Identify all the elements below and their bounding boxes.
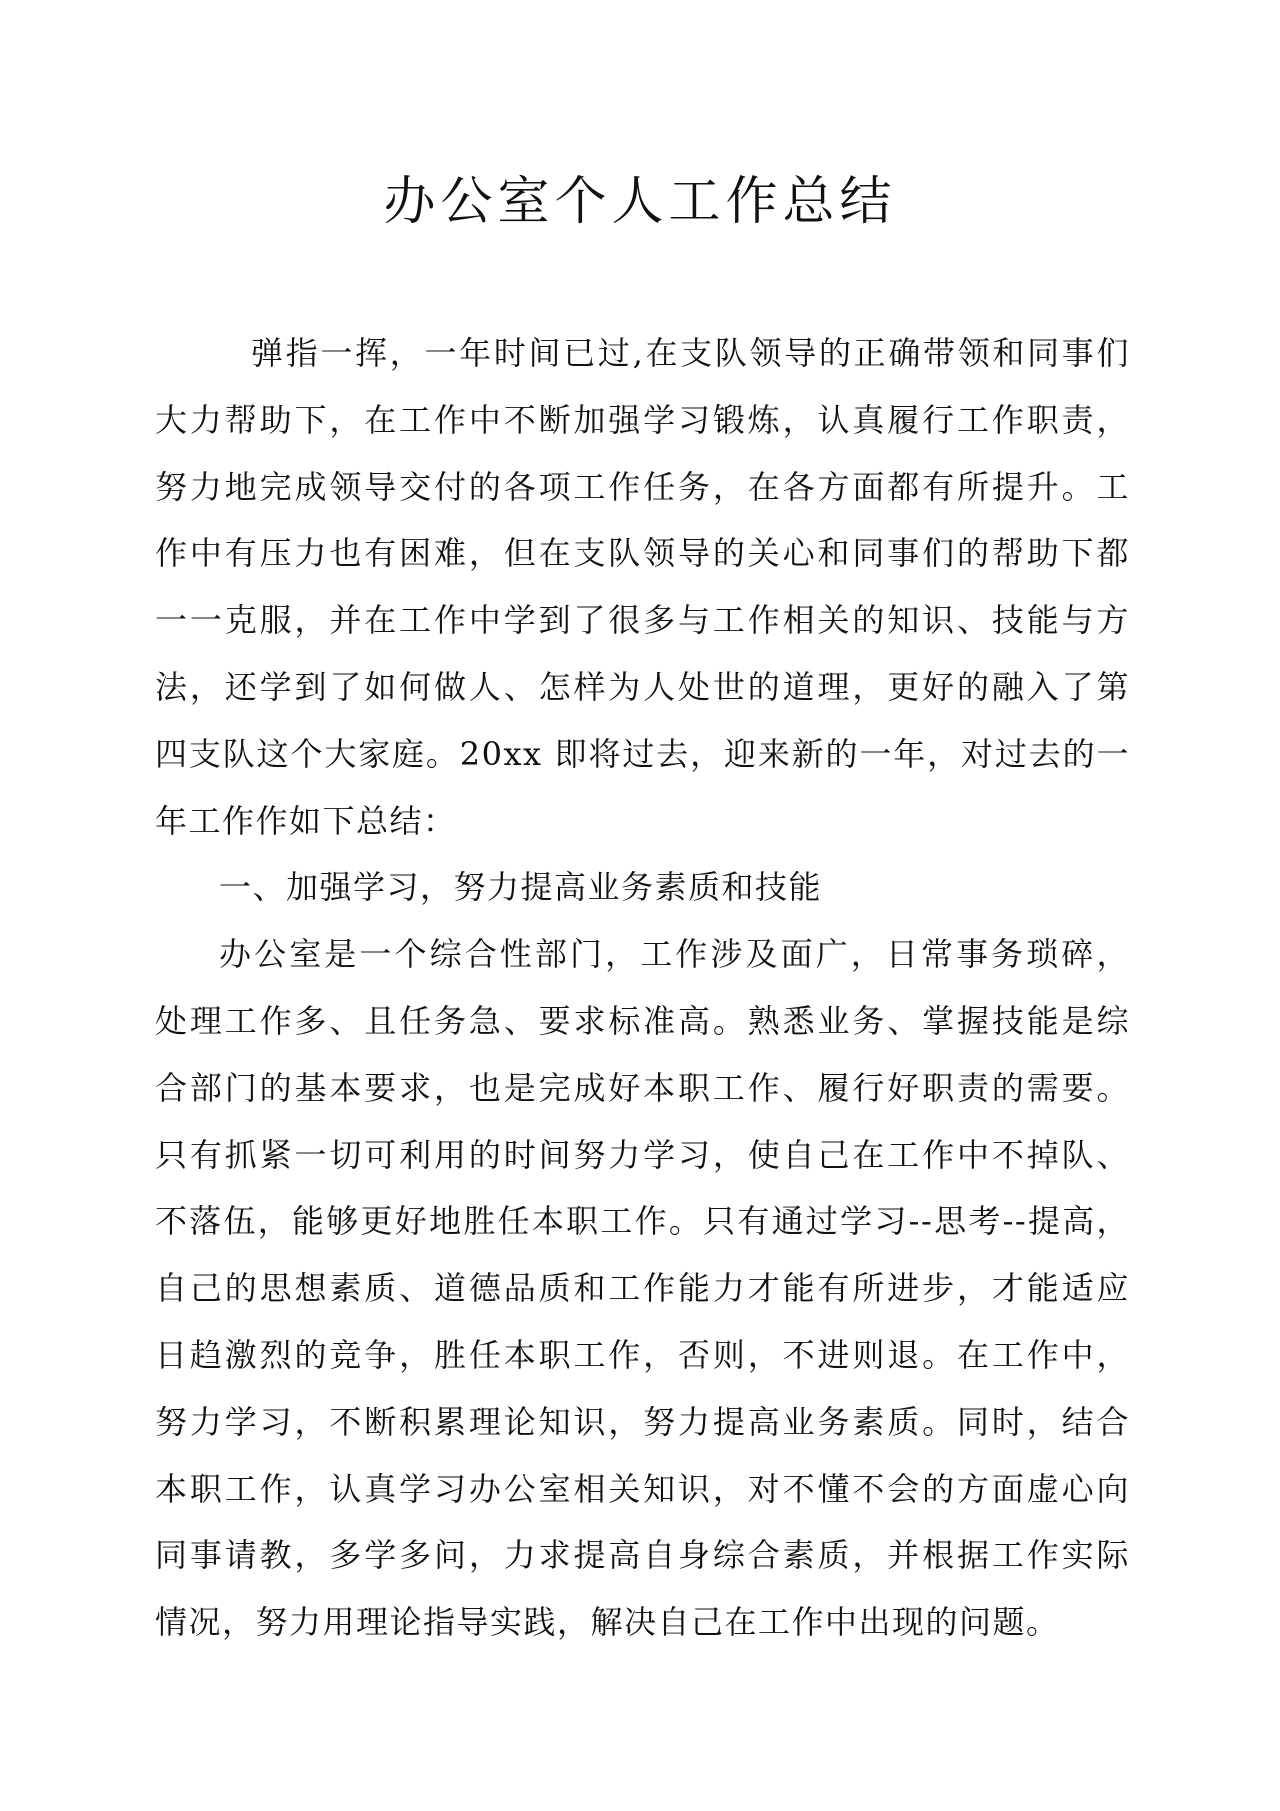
paragraph-2-line-3: 合部门的基本要求，也是完成好本职工作、履行好职责的需要。 — [155, 1068, 1130, 1107]
paragraph-1-line-6: 法，还学到了如何做人、怎样为人处世的道理，更好的融入了第 — [155, 667, 1130, 706]
paragraph-2-line-1: 办公室是一个综合性部门，工作涉及面广，日常事务琐碎， — [219, 935, 1130, 974]
paragraph-2-line-6: 自己的思想素质、道德品质和工作能力才能有所进步，才能适应 — [155, 1269, 1130, 1308]
document-title: 办公室个人工作总结 — [383, 172, 897, 232]
paragraph-2-line-5: 不落伍，能够更好地胜任本职工作。只有通过学习--思考--提高， — [155, 1202, 1130, 1241]
paragraph-1-line-4: 作中有压力也有困难，但在支队领导的关心和同事们的帮助下都 — [155, 534, 1130, 573]
paragraph-1-line-5: 一一克服，并在工作中学到了很多与工作相关的知识、技能与方 — [155, 601, 1130, 640]
paragraph-2-line-4: 只有抓紧一切可利用的时间努力学习，使自己在工作中不掉队、 — [155, 1135, 1130, 1174]
paragraph-2-line-9: 本职工作，认真学习办公室相关知识，对不懂不会的方面虚心向 — [155, 1469, 1130, 1508]
paragraph-2-line-10: 同事请教，多学多问，力求提高自身综合素质，并根据工作实际 — [155, 1536, 1130, 1575]
paragraph-2-line-7: 日趋激烈的竞争，胜任本职工作，否则，不进则退。在工作中， — [155, 1335, 1130, 1374]
paragraph-1-line-2: 大力帮助下，在工作中不断加强学习锻炼，认真履行工作职责， — [155, 400, 1130, 439]
paragraph-2-line-11: 情况，努力用理论指导实践，解决自己在工作中出现的问题。 — [155, 1603, 1060, 1642]
paragraph-1-line-3: 努力地完成领导交付的各项工作任务，在各方面都有所提升。工 — [155, 467, 1130, 506]
paragraph-1-line-1: 弹指一挥，一年时间已过,在支队领导的正确带领和同事们 — [251, 334, 1130, 372]
paragraph-2-line-2: 处理工作多、且任务急、要求标准高。熟悉业务、掌握技能是综 — [155, 1001, 1130, 1040]
paragraph-2-line-8: 努力学习，不断积累理论知识，努力提高业务素质。同时，结合 — [155, 1402, 1130, 1441]
paragraph-1-line-8: 年工作作如下总结： — [155, 801, 457, 840]
paragraph-1-line-7: 四支队这个大家庭。20xx 即将过去，迎来新的一年，对过去的一 — [155, 734, 1130, 773]
section-heading-1: 一、加强学习，努力提高业务素质和技能 — [219, 868, 823, 907]
document-body — [155, 320, 1130, 1656]
